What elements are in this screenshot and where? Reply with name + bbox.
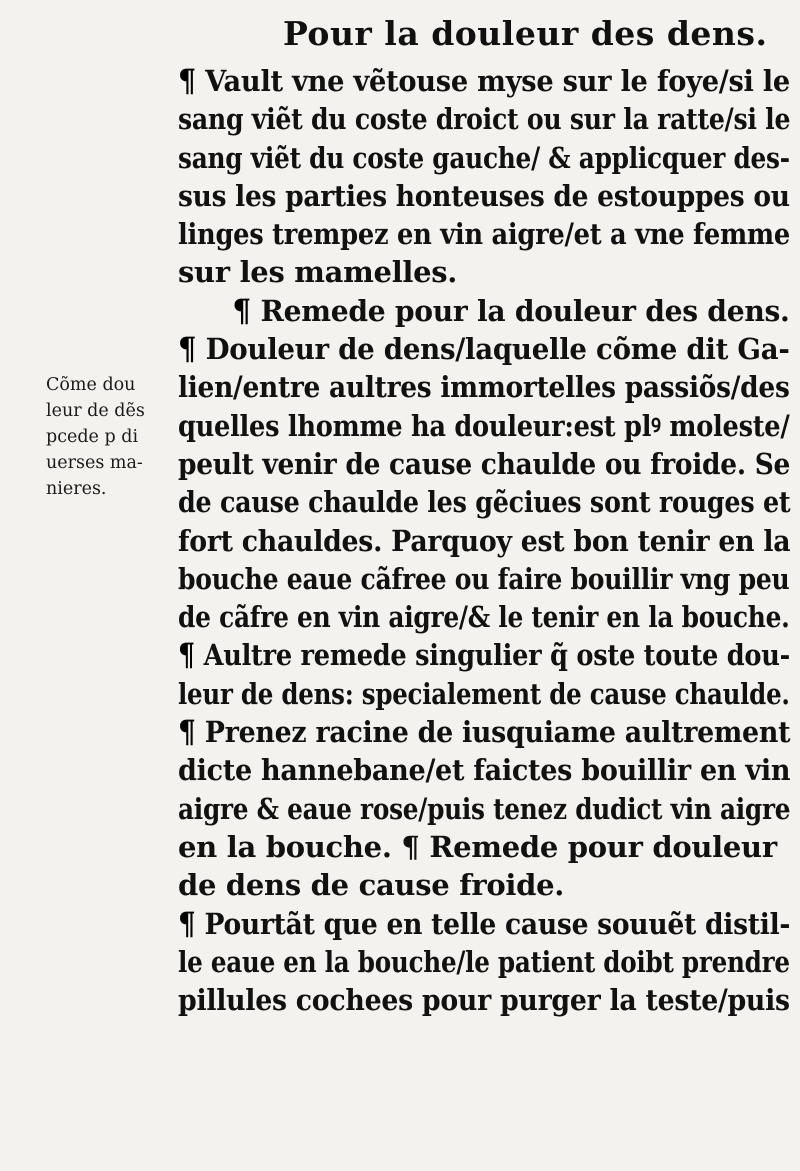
text-line [178, 522, 791, 560]
text-line-content: sang viẽt du coste droict ou sur la ratte/si le [178, 102, 791, 137]
text-line [178, 790, 791, 828]
page-heading: Pour la douleur des dens. [283, 14, 768, 53]
margin-note-line: Cõme dou [46, 375, 136, 395]
text-line [178, 560, 790, 598]
text-line [178, 445, 791, 483]
text-line-content: de cause chaulde les gẽciues sont rouges et [178, 485, 791, 520]
margin-note-line: uerses ma- [46, 453, 143, 473]
text-line [178, 407, 790, 445]
text-line [178, 866, 790, 904]
margin-note-line: pcede p di [46, 427, 139, 447]
text-line [178, 100, 791, 138]
text-line-content: leur de dens: specialement de cause chaulde. [178, 676, 790, 711]
text-line [178, 483, 791, 521]
text-line-content: pillules cochees pour purger la teste/puis [178, 983, 790, 1018]
text-line [178, 675, 790, 713]
text-line [178, 253, 790, 291]
text-line [178, 828, 790, 866]
paragraph-mark-icon: ¶ [178, 905, 196, 942]
body-text [178, 62, 790, 1019]
text-line-content: dicte hannebane/et faictes bouillir en vin [178, 753, 791, 788]
text-line-content: sang viẽt du coste gauche/ & applicquer des- [178, 140, 790, 175]
text-line [178, 713, 791, 751]
text-line-content: le eaue en la bouche/le patient doibt prendre [178, 944, 790, 979]
text-line-content: quelles lhomme ha douleur:est plꝰ moleste/ [178, 408, 790, 443]
margin-note-line: leur de dẽs [46, 401, 145, 421]
text-line-content: de cãfre en vin aigre/& le tenir en la bouche. [178, 600, 790, 635]
text-line [178, 943, 790, 981]
text-line-content: fort chauldes. Parquoy est bon tenir en la [178, 523, 791, 558]
text-line [178, 981, 790, 1019]
text-line [178, 598, 790, 636]
paragraph-mark-icon: ¶ [178, 637, 195, 674]
text-line [178, 62, 790, 100]
text-line-content: de dens de cause froide. [178, 868, 565, 903]
text-line-content: lien/entre aultres immortelles passiõs/des [178, 370, 790, 405]
text-line [178, 751, 791, 789]
text-line-content: aigre & eaue rose/puis tenez dudict vin aigre [178, 791, 791, 826]
text-line [178, 636, 790, 674]
text-line [178, 368, 790, 406]
text-line-content: linges trempez en vin aigre/et a vne femme [178, 217, 790, 252]
margin-note-line: nieres. [46, 479, 107, 499]
text-line-content: en la bouche. ¶ Remede pour douleur [178, 829, 777, 864]
text-line-content: Aultre remede singulier q̃ oste toute dou- [203, 638, 790, 673]
paragraph-mark-icon: ¶ [178, 714, 196, 751]
text-line [178, 215, 790, 253]
text-line [178, 177, 790, 215]
text-line-content: Douleur de dens/laquelle cõme dit Ga- [205, 332, 790, 367]
text-line [178, 139, 790, 177]
paragraph-mark-icon: ¶ [178, 331, 197, 368]
paragraph-mark-icon: ¶ [178, 63, 196, 99]
text-line-content: peult venir de cause chaulde ou froide. Se [178, 446, 791, 481]
text-line-content: sur les mamelles. [178, 255, 458, 290]
margin-note [46, 372, 174, 502]
text-line-content: Prenez racine de iusquiame aultrement [204, 715, 791, 750]
text-line-content: bouche eaue cãfree ou faire bouillir vng peu [178, 561, 790, 596]
text-line-content: Vault vne vẽtouse myse sur le foye/si le [205, 64, 790, 98]
text-line-content: Remede pour la douleur des dens. [260, 293, 790, 328]
paragraph-mark-icon: ¶ [232, 292, 251, 329]
text-line [178, 905, 791, 943]
text-line-content: sus les parties honteuses de estouppes ou [178, 178, 790, 213]
text-line-content: Pourtãt que en telle cause souuẽt distil- [204, 906, 791, 941]
text-line [178, 292, 790, 330]
text-line [178, 330, 790, 368]
